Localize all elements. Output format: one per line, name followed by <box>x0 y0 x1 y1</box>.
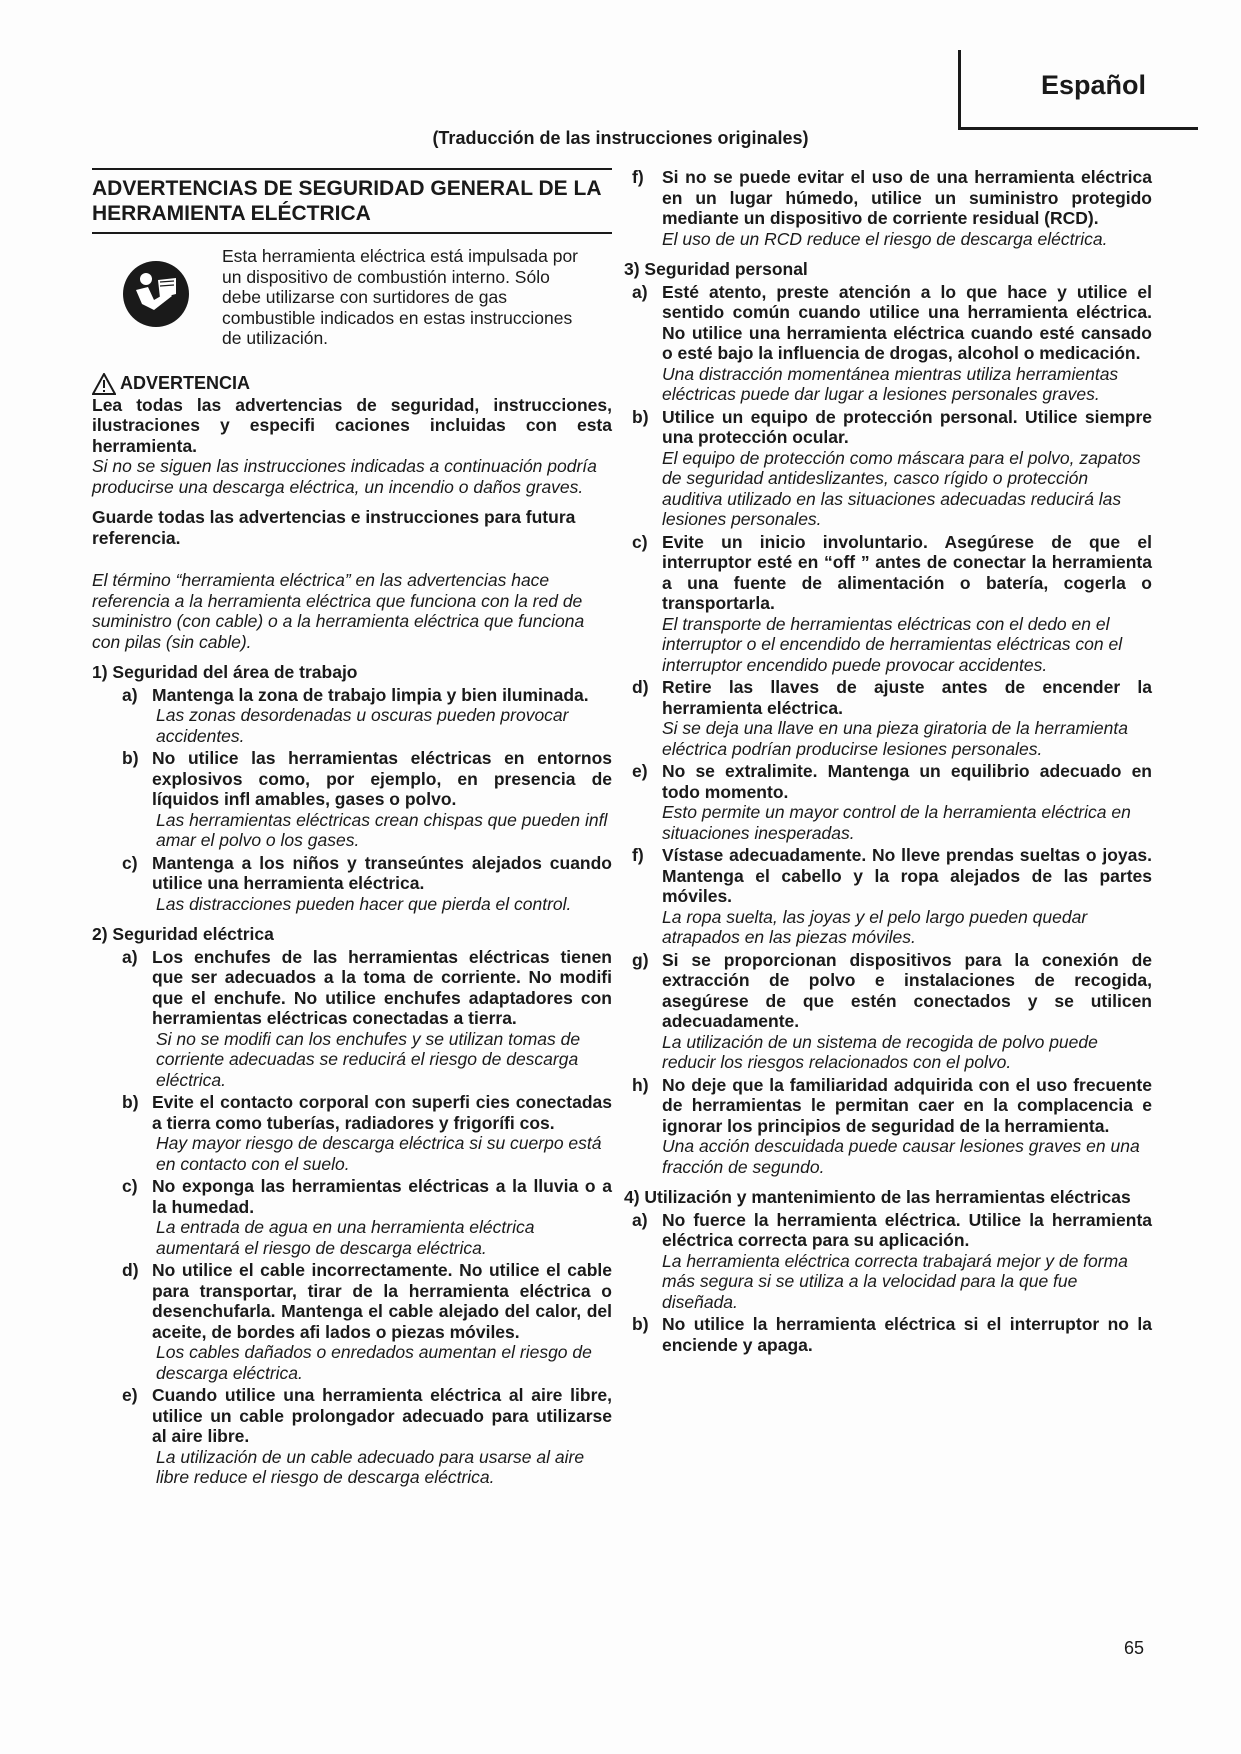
list-item: f) Si no se puede evitar el uso de una herramienta eléctrica en un lugar húmedo, utilice un suministro protegido mediante un dispositivo de corriente residual (RCD). <box>632 167 1152 228</box>
item-note: Una distracción momentánea mientras utiliza herramientas eléctricas puede dar lugar a lesiones personales graves. <box>662 363 1119 404</box>
language-tab <box>958 50 1198 130</box>
item-note: La ropa suelta, las joyas y el pelo largo pueden quedar atrapados en las piezas móviles. <box>662 906 1088 947</box>
translation-subtitle: (Traducción de las instrucciones originales) <box>432 128 809 148</box>
section-3-heading: 3) Seguridad personal <box>624 259 808 279</box>
section-title: ADVERTENCIAS DE SEGURIDAD GENERAL DE LA HERRAMIENTA ELÉCTRICA <box>92 168 612 234</box>
list-item: e) Cuando utilice una herramienta eléctrica al aire libre, utilice un cable prolongador adecuado para utilizarse al aire libre. <box>122 1385 612 1446</box>
intro-block <box>92 246 612 349</box>
item-note: Hay mayor riesgo de descarga eléctrica si su cuerpo está en contacto con el suelo. <box>156 1133 602 1174</box>
item-note: La entrada de agua en una herramienta eléctrica aumentará el riesgo de descarga eléctrica. <box>156 1217 535 1258</box>
list-item: c) No exponga las herramientas eléctricas a la lluvia o a la humedad. <box>122 1176 612 1217</box>
item-note: El transporte de herramientas eléctricas con el dedo en el interruptor o el encendido de herramientas eléctricas con el interruptor encendido puede provocar accidentes. <box>662 613 1123 675</box>
list-item: a) Los enchufes de las herramientas eléctricas tienen que ser adecuados a la toma de corriente. No modifi que el enchufe. No utilice enchufes adaptadores con herramientas eléctricas conectadas a tierra. <box>122 946 612 1028</box>
list-item: b) No utilice las herramientas eléctricas en entornos explosivos como, por ejemplo, en presencia de líquidos infl amables, gases o polvo. <box>122 748 612 809</box>
list-item: b) Utilice un equipo de protección personal. Utilice siempre una protección ocular. <box>632 406 1152 447</box>
right-column <box>624 165 1152 1355</box>
list-item: c) Mantenga a los niños y transeúntes alejados cuando utilice una herramienta eléctrica. <box>122 852 612 893</box>
item-note: La utilización de un sistema de recogida de polvo puede reducir los riesgos relacionados con el polvo. <box>662 1031 1098 1072</box>
page-number: 65 <box>1124 1638 1145 1658</box>
list-item: h) No deje que la familiaridad adquirida con el uso frecuente de herramientas le permitan caer en la complacencia e ignorar los principios de seguridad de la herramienta. <box>632 1074 1152 1136</box>
warning-keep: Guarde todas las advertencias e instrucciones para futura referencia. <box>92 507 576 548</box>
section-2-heading: 2) Seguridad eléctrica <box>92 924 274 944</box>
list-item: a) Esté atento, preste atención a lo que hace y utilice el sentido común cuando utilice una herramienta eléctrica. No utilice una herramienta eléctrica cuando esté cansado o esté bajo la influencia de drogas, alcohol o medicación. <box>632 281 1152 363</box>
list-item: c) Evite un inicio involuntario. Asegúrese de que el interruptor esté en “off ” antes de conectar la herramienta a una fuente de alimentación o batería, cogerla o transportarla. <box>632 531 1152 613</box>
intro-text: Esta herramienta eléctrica está impulsada por un dispositivo de combustión interno. Sólo debe utilizarse con surtidores de gas combustible indicados en estas instrucciones de utilización. <box>222 246 579 348</box>
list-item: d) No utilice el cable incorrectamente. No utilice el cable para transportar, tirar de la herramienta eléctrica o desenchufarla. Mantenga el cable alejado del calor, del aceite, de bordes afi lados o piezas móviles. <box>122 1260 612 1342</box>
item-note: Los cables dañados o enredados aumentan el riesgo de descarga eléctrica. <box>156 1342 592 1383</box>
language-label: Español <box>1040 70 1146 100</box>
read-manual-icon <box>122 260 202 349</box>
item-note: Las herramientas eléctricas crean chispas que pueden infl amar el polvo o los gases. <box>156 809 608 850</box>
item-note: Una acción descuidada puede causar lesiones graves en una fracción de segundo. <box>662 1136 1140 1177</box>
warning-bold: Lea todas las advertencias de seguridad, instrucciones, ilustraciones y especifi caciones incluidas con esta herramienta. <box>92 394 612 456</box>
left-column <box>92 165 612 1488</box>
item-note: El uso de un RCD reduce el riesgo de descarga eléctrica. <box>662 228 1108 249</box>
list-item: b) No utilice la herramienta eléctrica si el interruptor no la enciende y apaga. <box>632 1314 1152 1355</box>
warning-italic: Si no se siguen las instrucciones indicadas a continuación podría producirse una descarga eléctrica, un incendio o daños graves. <box>92 456 597 497</box>
item-note: El equipo de protección como máscara para el polvo, zapatos de seguridad antideslizantes, casco rígido o protección auditiva utilizado en las situaciones adecuadas reducirá las lesiones personales. <box>662 447 1141 529</box>
item-note: La utilización de un cable adecuado para usarse al aire libre reduce el riesgo de descarga eléctrica. <box>156 1446 585 1487</box>
warning-label: ADVERTENCIA <box>120 373 251 394</box>
list-item: f) Vístase adecuadamente. No lleve prendas sueltas o joyas. Mantenga el cabello y la ropa alejados de las partes móviles. <box>632 845 1152 906</box>
list-item: a) No fuerce la herramienta eléctrica. Utilice la herramienta eléctrica correcta para su aplicación. <box>632 1209 1152 1250</box>
item-note: Las distracciones pueden hacer que pierda el control. <box>156 893 572 914</box>
warning-heading <box>92 373 612 395</box>
section-4-heading: 4) Utilización y mantenimiento de las herramientas eléctricas <box>624 1187 1131 1207</box>
item-note: Si se deja una llave en una pieza giratoria de la herramienta eléctrica podrían producirse lesiones personales. <box>662 718 1128 759</box>
item-note: Si no se modifi can los enchufes y se utilizan tomas de corriente adecuadas se reducirá el riesgo de descarga eléctrica. <box>156 1028 581 1090</box>
item-note: La herramienta eléctrica correcta trabajará mejor y de forma más segura si se utiliza a la velocidad para la que fue diseñada. <box>662 1250 1128 1312</box>
warning-term: El término “herramienta eléctrica” en las advertencias hace referencia a la herramienta eléctrica que funciona con la red de suministro (con cable) o a la herramienta eléctrica que funciona con pilas (sin cable). <box>92 570 585 652</box>
list-item: a) Mantenga la zona de trabajo limpia y bien iluminada. <box>122 684 589 705</box>
list-item: g) Si se proporcionan dispositivos para la conexión de extracción de polvo e instalaciones de recogida, asegúrese de que estén conectados y se utilicen adecuadamente. <box>632 949 1152 1031</box>
item-note: Las zonas desordenadas u oscuras pueden provocar accidentes. <box>156 705 569 746</box>
list-item: d) Retire las llaves de ajuste antes de encender la herramienta eléctrica. <box>632 677 1152 718</box>
warning-triangle-icon <box>92 373 116 395</box>
item-note: Esto permite un mayor control de la herramienta eléctrica en situaciones inesperadas. <box>662 802 1131 843</box>
section-1-heading: 1) Seguridad del área de trabajo <box>92 662 358 682</box>
list-item: e) No se extralimite. Mantenga un equilibrio adecuado en todo momento. <box>632 761 1152 802</box>
list-item: b) Evite el contacto corporal con superfi cies conectadas a tierra como tuberías, radiadores y frigorífi cos. <box>122 1092 612 1133</box>
